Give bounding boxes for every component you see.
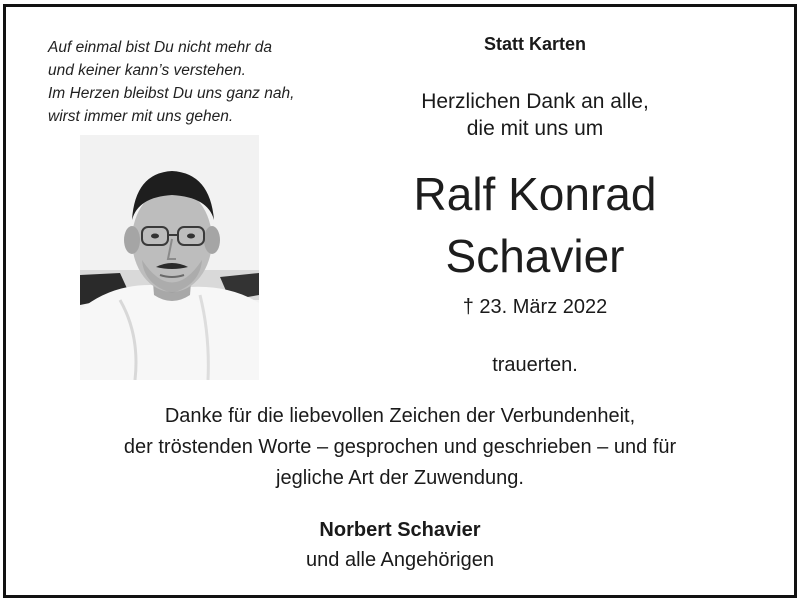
thanks-intro-line: Herzlichen Dank an alle,: [421, 90, 649, 113]
portrait-photo: [80, 135, 259, 380]
date-of-death: † 23. März 2022: [462, 296, 608, 318]
signer-name: Norbert Schavier: [319, 519, 481, 541]
gratitude-line: Danke für die liebevollen Zeichen der Verbundenheit,: [164, 405, 636, 427]
signature-block: [0, 515, 800, 575]
gratitude-paragraph: [0, 401, 800, 494]
mourned-text: trauerten.: [492, 354, 578, 376]
statt-karten-heading: Statt Karten: [483, 34, 586, 54]
poem-line: Auf einmal bist Du nicht mehr da: [48, 39, 272, 56]
thanks-intro-line: die mit uns um: [466, 117, 604, 140]
poem-line: und keiner kann’s verstehen.: [48, 62, 246, 79]
signer-family: und alle Angehörigen: [306, 549, 494, 571]
gratitude-line: jegliche Art der Zuwendung.: [276, 467, 524, 489]
memorial-poem: [48, 36, 294, 128]
deceased-first-names: Ralf Konrad: [413, 168, 657, 220]
poem-line: wirst immer mit uns gehen.: [48, 108, 234, 125]
deceased-surname: Schavier: [445, 230, 625, 282]
poem-line: Im Herzen bleibst Du uns ganz nah,: [48, 85, 295, 102]
gratitude-line: der tröstenden Worte – gesprochen und geschrieben – und für: [123, 436, 677, 458]
thanks-intro: [385, 88, 685, 142]
deceased-name: [385, 163, 685, 287]
